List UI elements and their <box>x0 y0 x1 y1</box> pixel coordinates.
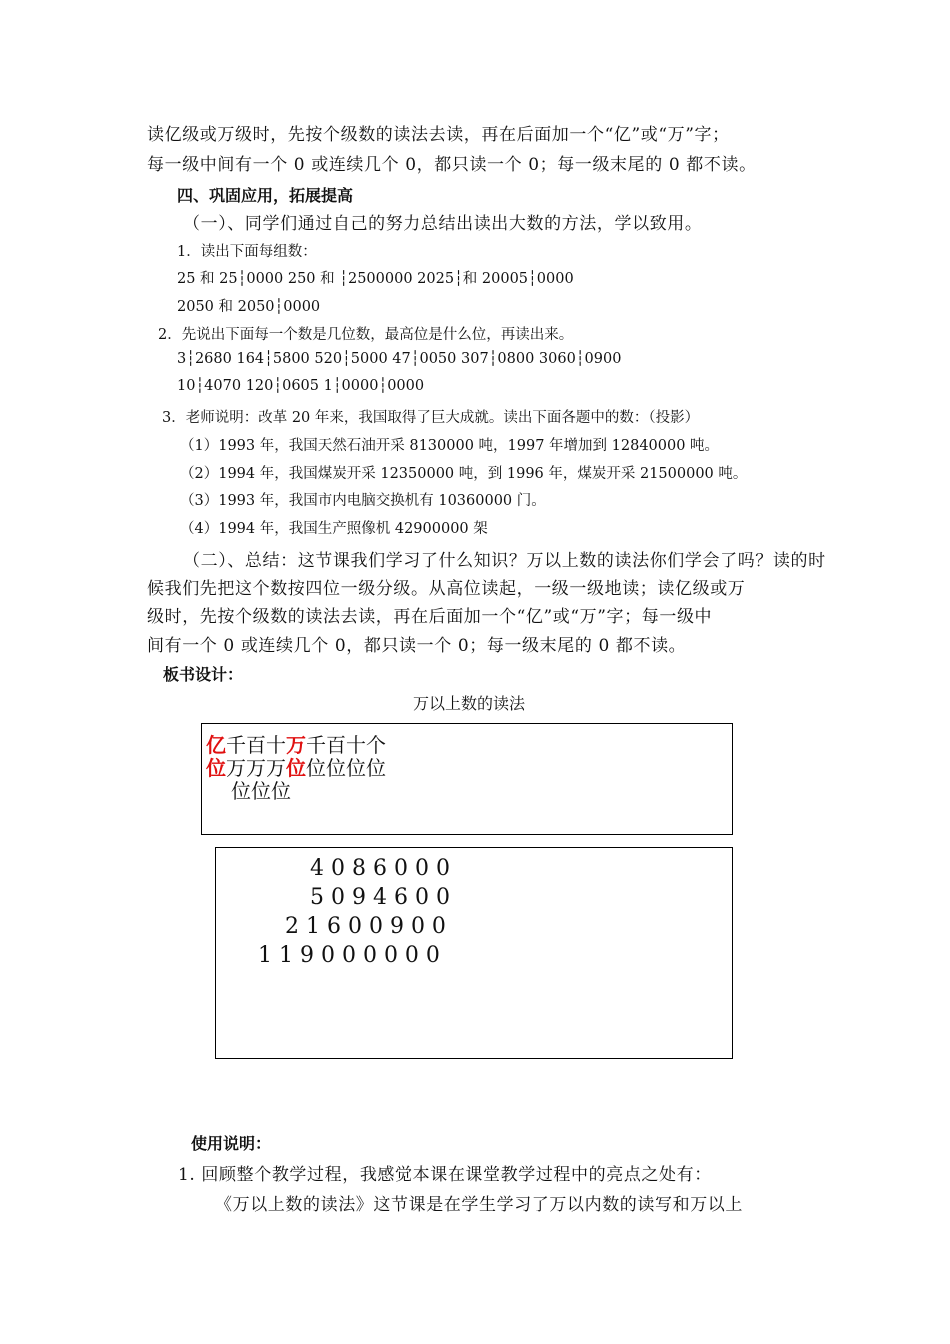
row1-tail: 千百十个 <box>306 733 386 757</box>
ex3-item: （1）1993 年，我国天然石油开采 8130000 吨，1997 年增加到 12840000 吨。 <box>180 438 720 454</box>
ex2-line2: 10┆4070 120┆0605 1┆0000┆0000 <box>177 378 425 394</box>
ex2-line1: 3┆2680 164┆5800 520┆5000 47┆0050 307┆0800 3060┆0900 <box>177 351 622 367</box>
para1-line2: 每一级中间有一个 0 或连续几个 0，都只读一个 0；每一级末尾的 0 都不读。 <box>147 155 757 175</box>
ex1-line2: 2050 和 2050┆0000 <box>177 299 321 315</box>
wan-label: 万 <box>286 733 306 757</box>
usage-item1: 1. 回顾整个教学过程，我感觉本课在课堂教学过程中的亮点之处有： <box>178 1165 712 1185</box>
wei-label-1: 位 <box>206 756 226 780</box>
board-title: 板书设计： <box>163 665 244 684</box>
row2-tail: 位位位位 <box>306 756 386 780</box>
numbers-box <box>215 847 733 1059</box>
summary-line4: 间有一个 0 或连续几个 0，都只读一个 0；每一级末尾的 0 都不读。 <box>147 636 687 656</box>
summary-line1: （二）、总结：这节课我们学习了什么知识？万以上数的读法你们学会了吗？读的时 <box>183 551 826 571</box>
row1-mid: 千百十 <box>226 733 286 757</box>
section4-title: 四、巩固应用，拓展提高 <box>177 186 354 205</box>
ex1-title: 1．读出下面每组数： <box>177 244 317 260</box>
ex3-item: （3）1993 年，我国市内电脑交换机有 10360000 门。 <box>180 493 546 509</box>
ex1-line1: 25 和 25┆0000 250 和 ┆2500000 2025┆和 20005┆0000 <box>177 271 574 287</box>
place-value-row-1 <box>206 734 386 757</box>
board-number: 4 0 8 6 0 0 0 <box>310 856 450 881</box>
place-value-row-2 <box>206 757 386 780</box>
ex3-item: （4）1994 年，我国生产照像机 42900000 架 <box>180 521 488 537</box>
summary-line3: 级时，先按个级数的读法去读，再在后面加一个“亿”或“万”字；每一级中 <box>147 607 713 627</box>
place-value-row-3: 位位位 <box>231 779 291 803</box>
usage-item1-text: 《万以上数的读法》这节课是在学生学习了万以内数的读写和万以上 <box>215 1195 743 1215</box>
ex3-item: （2）1994 年，我国煤炭开采 12350000 吨，到 1996 年，煤炭开采 21500000 吨。 <box>180 466 748 482</box>
summary-line2: 候我们先把这个数按四位一级分级。从高位读起，一级一级地读；读亿级或万 <box>147 579 746 599</box>
place-value-chart <box>206 734 386 803</box>
board-subtitle: 万以上数的读法 <box>413 694 526 713</box>
sub1-title: （一）、同学们通过自己的努力总结出读出大数的方法，学以致用。 <box>183 214 703 234</box>
row2-mid: 万万万 <box>226 756 286 780</box>
wei-label-2: 位 <box>286 756 306 780</box>
board-number: 1 1 9 0 0 0 0 0 0 <box>258 943 440 968</box>
para1-line1: 读亿级或万级时，先按个级数的读法去读，再在后面加一个“亿”或“万”字； <box>147 125 730 145</box>
usage-title: 使用说明： <box>191 1134 272 1153</box>
yi-label: 亿 <box>206 733 226 757</box>
ex2-title: 2．先说出下面每一个数是几位数，最高位是什么位，再读出来。 <box>158 327 574 343</box>
place-value-box <box>201 723 733 835</box>
ex3-title: 3．老师说明：改革 20 年来，我国取得了巨大成就。读出下面各题中的数：（投影） <box>162 410 700 426</box>
board-number: 5 0 9 4 6 0 0 <box>310 885 450 910</box>
board-number: 2 1 6 0 0 9 0 0 <box>285 914 446 939</box>
